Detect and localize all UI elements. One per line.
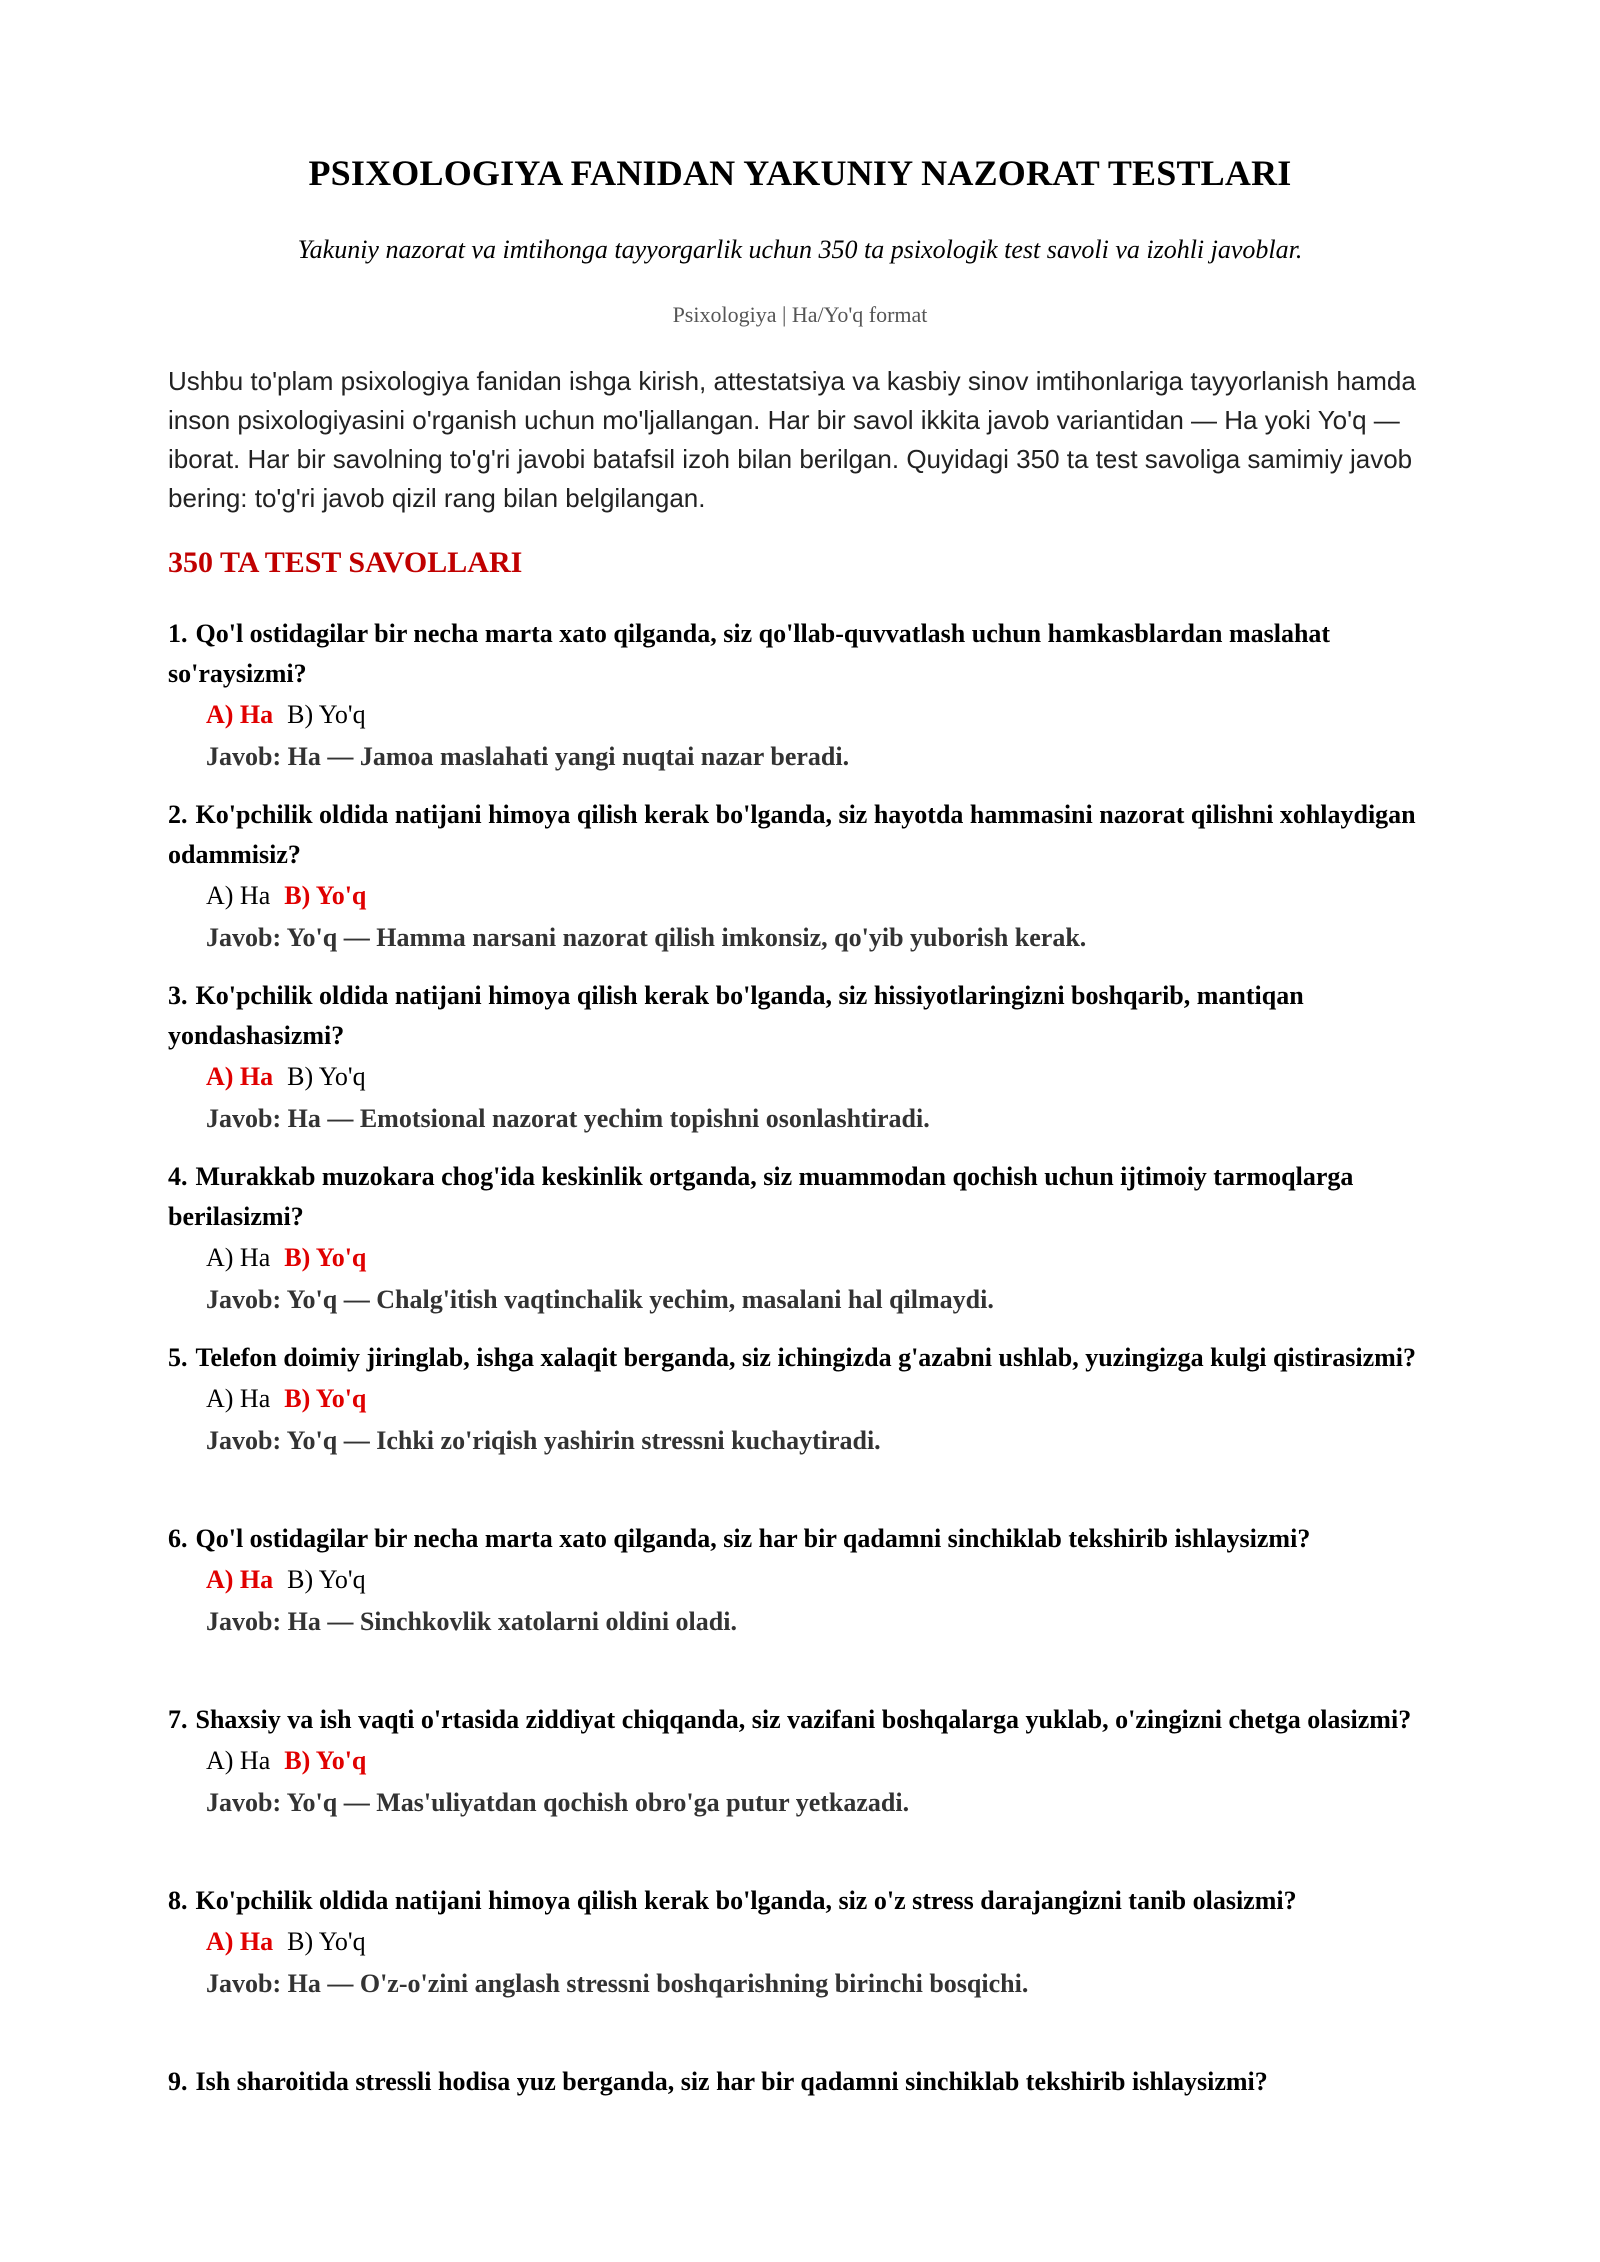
option-a[interactable]: A) Ha [206, 1062, 274, 1091]
option-b[interactable]: B) Yo'q [287, 1927, 366, 1956]
answer-options [168, 1921, 1468, 1963]
answer-options [168, 1056, 1468, 1098]
question-text [168, 1519, 1468, 1559]
question-item [168, 795, 1468, 959]
question-text [168, 976, 1468, 1056]
answer-options [168, 1559, 1468, 1601]
option-b[interactable]: B) Yo'q [284, 1243, 367, 1272]
question-item [168, 1700, 1468, 1824]
question-item [168, 1519, 1468, 1643]
question-text [168, 2062, 1468, 2102]
question-body: Qo'l ostidagilar bir necha marta xato qilganda, siz qo'llab-quvvatlash uchun hamkasblardan maslahat so'raysizmi? [168, 619, 1331, 688]
answer-options [168, 1740, 1468, 1782]
question-body: Ish sharoitida stressli hodisa yuz berganda, siz har bir qadamni sinchiklab tekshirib ishlaysizmi? [195, 2067, 1268, 2096]
option-b[interactable]: B) Yo'q [287, 1062, 366, 1091]
question-item [168, 614, 1468, 778]
question-item [168, 2062, 1468, 2102]
question-item [168, 1881, 1468, 2005]
question-body: Telefon doimiy jiringlab, ishga xalaqit berganda, siz ichingizda g'azabni ushlab, yuzingizga kulgi qistirasizmi? [195, 1343, 1417, 1372]
question-text [168, 1338, 1468, 1378]
option-a[interactable]: A) Ha [206, 700, 274, 729]
question-number: 9. [168, 2067, 188, 2096]
answer-explanation: Javob: Yo'q — Mas'uliyatdan qochish obro'ga putur yetkazadi. [206, 1788, 910, 1817]
answer-explanation: Javob: Ha — Jamoa maslahati yangi nuqtai nazar beradi. [206, 742, 850, 771]
intro-paragraph: Ushbu to'plam psixologiya fanidan ishga kirish, attestatsiya va kasbiy sinov imtihonlariga tayyorlanish hamda inson psixologiyasini o'rganish uchun mo'ljallangan. Har bir savol ikkita javob variantidan — Ha yoki Yo'q — iborat. Har bir savolning to'g'ri javobi batafsil izoh bilan berilgan. Quyidagi 350 ta test savoliga samimiy javob bering: to'g'ri javob qizil rang bilan belgilangan. [168, 366, 1416, 513]
question-body: Ko'pchilik oldida natijani himoya qilish kerak bo'lganda, siz hayotda hammasini nazorat qilishni xohlaydigan odammisiz? [168, 800, 1416, 869]
question-text [168, 1881, 1468, 1921]
question-item [168, 1338, 1468, 1462]
answer-explanation: Javob: Yo'q — Ichki zo'riqish yashirin stressni kuchaytiradi. [206, 1426, 881, 1455]
question-body: Qo'l ostidagilar bir necha marta xato qilganda, siz har bir qadamni sinchiklab tekshirib ishlaysizmi? [195, 1524, 1311, 1553]
option-a[interactable]: A) Ha [206, 1243, 271, 1272]
option-b[interactable]: B) Yo'q [284, 1746, 367, 1775]
answer-explanation: Javob: Ha — Emotsional nazorat yechim topishni osonlashtiradi. [206, 1104, 930, 1133]
section-heading: 350 TA TEST SAVOLLARI [168, 546, 523, 579]
answer-options [168, 1237, 1468, 1279]
question-body: Ko'pchilik oldida natijani himoya qilish kerak bo'lganda, siz o'z stress darajangizni tanib olasizmi? [195, 1886, 1297, 1915]
question-text [168, 614, 1468, 694]
question-number: 4. [168, 1162, 188, 1191]
question-number: 1. [168, 619, 188, 648]
answer-explanation: Javob: Yo'q — Hamma narsani nazorat qilish imkonsiz, qo'yib yuborish kerak. [206, 923, 1087, 952]
page-subtitle: Yakuniy nazorat va imtihonga tayyorgarlik uchun 350 ta psixologik test savoli va izohli javoblar. [297, 235, 1303, 264]
question-text [168, 795, 1468, 875]
question-text [168, 1700, 1468, 1740]
answer-options [168, 875, 1468, 917]
question-body: Shaxsiy va ish vaqti o'rtasida ziddiyat chiqqanda, siz vazifani boshqalarga yuklab, o'zingizni chetga olasizmi? [195, 1705, 1412, 1734]
question-text [168, 1157, 1468, 1237]
answer-options [168, 1378, 1468, 1420]
answer-explanation: Javob: Ha — O'z-o'zini anglash stressni boshqarishning birinchi bosqichi. [206, 1969, 1029, 1998]
answer-explanation: Javob: Yo'q — Chalg'itish vaqtinchalik yechim, masalani hal qilmaydi. [206, 1285, 994, 1314]
question-body: Murakkab muzokara chog'ida keskinlik ortganda, siz muammodan qochish uchun ijtimoiy tarmoqlarga berilasizmi? [168, 1162, 1354, 1231]
question-number: 6. [168, 1524, 188, 1553]
question-number: 8. [168, 1886, 188, 1915]
question-number: 7. [168, 1705, 188, 1734]
question-number: 5. [168, 1343, 188, 1372]
question-item [168, 1157, 1468, 1321]
answer-explanation: Javob: Ha — Sinchkovlik xatolarni oldini oladi. [206, 1607, 737, 1636]
answer-options [168, 694, 1468, 736]
subject-format-line: Psixologiya | Ha/Yo'q format [672, 302, 928, 327]
question-body: Ko'pchilik oldida natijani himoya qilish kerak bo'lganda, siz hissiyotlaringizni boshqarib, mantiqan yondashasizmi? [168, 981, 1304, 1050]
option-b[interactable]: B) Yo'q [287, 1565, 366, 1594]
option-a[interactable]: A) Ha [206, 1927, 274, 1956]
option-b[interactable]: B) Yo'q [284, 1384, 367, 1413]
option-a[interactable]: A) Ha [206, 1565, 274, 1594]
question-number: 3. [168, 981, 188, 1010]
option-a[interactable]: A) Ha [206, 1746, 271, 1775]
question-number: 2. [168, 800, 188, 829]
question-item [168, 976, 1468, 1140]
option-b[interactable]: B) Yo'q [287, 700, 366, 729]
option-a[interactable]: A) Ha [206, 1384, 271, 1413]
option-b[interactable]: B) Yo'q [284, 881, 367, 910]
page-title: PSIXOLOGIYA FANIDAN YAKUNIY NAZORAT TESTLARI [308, 153, 1292, 193]
option-a[interactable]: A) Ha [206, 881, 271, 910]
